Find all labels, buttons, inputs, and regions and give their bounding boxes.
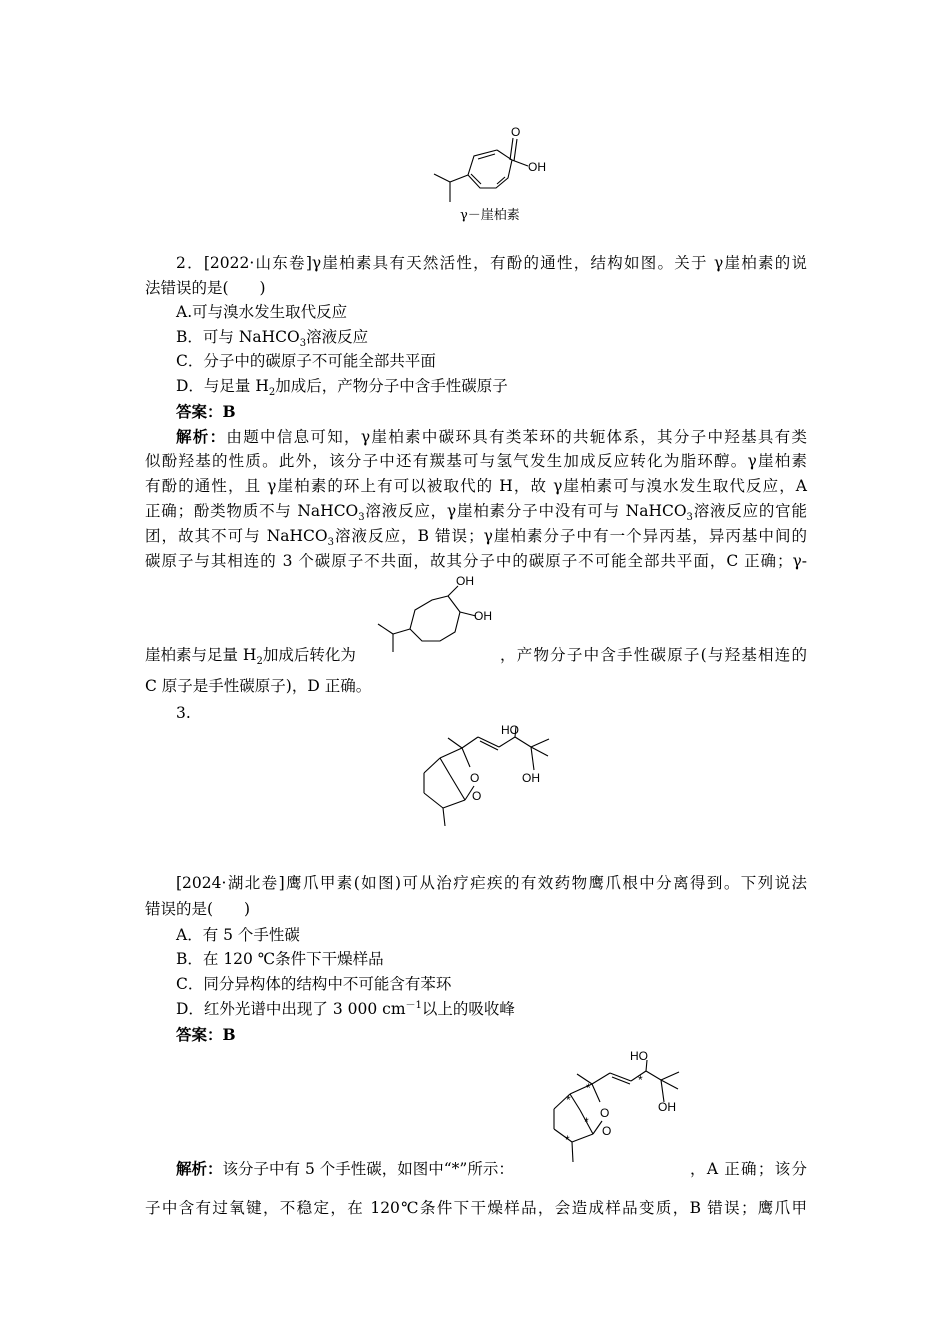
q2-option-b: B．可与 NaHCO$_3$溶液反应: [176, 328, 369, 350]
q2-explanation-line4: 正确；酚类物质不与 NaHCO$_3$溶液反应，γ崖柏素分子中没有可与 NaHCO$_3$溶液反应的官能: [145, 502, 807, 524]
q2-explanation-line8: C 原子是手性碳原子)，D 正确。: [145, 677, 372, 695]
q3-option-a: A．有 5 个手性碳: [176, 926, 300, 944]
q2-explanation-line5: 团，故其不可与 NaHCO$_3$溶液反应，B 错误；γ崖柏素分子中有一个异丙基，异丙基中间的: [145, 527, 807, 549]
mol-ho-label: HO: [501, 723, 519, 737]
q2-stem-line2: 法错误的是( ): [145, 279, 266, 297]
q2-explanation-line7a: 崖柏素与足量 $H_2$加成后转化为: [145, 646, 356, 668]
q3-answer: 答案：B: [176, 1025, 236, 1044]
q2-explanation-line2: 似酚羟基的性质。此外，该分子中还有羰基可与氢气发生加成反应转化为脂环醇。γ崖柏素: [145, 452, 807, 470]
chiral-star-4: *: [565, 1133, 570, 1147]
peroxide-o-label-2: O: [472, 789, 482, 803]
chiral-star-5: *: [638, 1073, 643, 1087]
q3-option-c: C．同分异构体的结构中不可能含有苯环: [176, 975, 452, 993]
chiral-star-3: *: [584, 1115, 589, 1129]
q2-explanation-line6: 碳原子与其相连的 3 个碳原子不共面，故其分子中的碳原子不可能全部共平面，C 正确；γ-: [145, 552, 807, 570]
chiral-o-label-1: O: [600, 1106, 610, 1120]
q3-number: 3.: [176, 704, 191, 722]
chiral-oh-label: OH: [658, 1100, 676, 1114]
figure-caption: γ－崖柏素: [460, 208, 520, 223]
yingzhaosu-chiral-structure: [540, 1044, 710, 1169]
q2-option-d: D．与足量 $H_2$加成后，产物分子中含手性碳原子: [176, 377, 508, 399]
q3-stem-line1: [2024·湖北卷]鹰爪甲素(如图)可从治疗疟疾的有效药物鹰爪根中分离得到。下列说法: [176, 874, 807, 892]
product-oh-label-2: OH: [474, 609, 492, 623]
q3-option-d: D．红外光谱中出现了 3 000 $cm^{-1}$以上的吸收峰: [176, 999, 515, 1018]
yingzhaosu-structure: [410, 720, 580, 845]
q3-stem-line2: 错误的是( ): [145, 900, 251, 918]
hydroxyl-label: OH: [528, 160, 546, 174]
q3-option-b: B．在 120 ℃条件下干燥样品: [176, 950, 384, 968]
q2-explanation-line1: 解析：由题中信息可知，γ崖柏素中碳环具有类苯环的共轭体系，其分子中羟基具有类: [176, 427, 807, 446]
chiral-o-label-2: O: [602, 1124, 612, 1138]
q3-explanation-line1b: ，A 正确；该分: [690, 1160, 807, 1178]
q2-answer: 答案：B: [176, 402, 236, 421]
q3-explanation-line2: 子中含有过氧键，不稳定，在 120℃条件下干燥样品，会造成样品变质，B 错误；鹰爪甲: [145, 1199, 807, 1217]
hydrogenated-product-structure: [370, 574, 500, 664]
q3-explanation-line1a: 解析：该分子中有 5 个手性碳，如图中“*”所示：: [176, 1159, 514, 1178]
q2-explanation-line7b: ，产物分子中含手性碳原子(与羟基相连的: [500, 646, 807, 664]
q2-option-c: C．分子中的碳原子不可能全部共平面: [176, 352, 436, 370]
chiral-star-2: *: [566, 1093, 571, 1107]
peroxide-o-label-1: O: [470, 771, 480, 785]
q2-explanation-line3: 有酚的通性，且 γ崖柏素的环上有可以被取代的 H，故 γ崖柏素可与溴水发生取代反应，A: [145, 477, 807, 495]
carbonyl-o-label: O: [511, 125, 521, 139]
q2-stem-line1: 2．[2022·山东卷]γ崖柏素具有天然活性，有酚的通性，结构如图。关于 γ崖柏素的说: [176, 254, 807, 272]
chiral-ho-label: HO: [630, 1049, 648, 1063]
mol-oh-label: OH: [522, 771, 540, 785]
q2-option-a: A.可与溴水发生取代反应: [176, 303, 348, 321]
chiral-star-1: *: [586, 1081, 591, 1095]
product-oh-label-1: OH: [456, 574, 474, 588]
